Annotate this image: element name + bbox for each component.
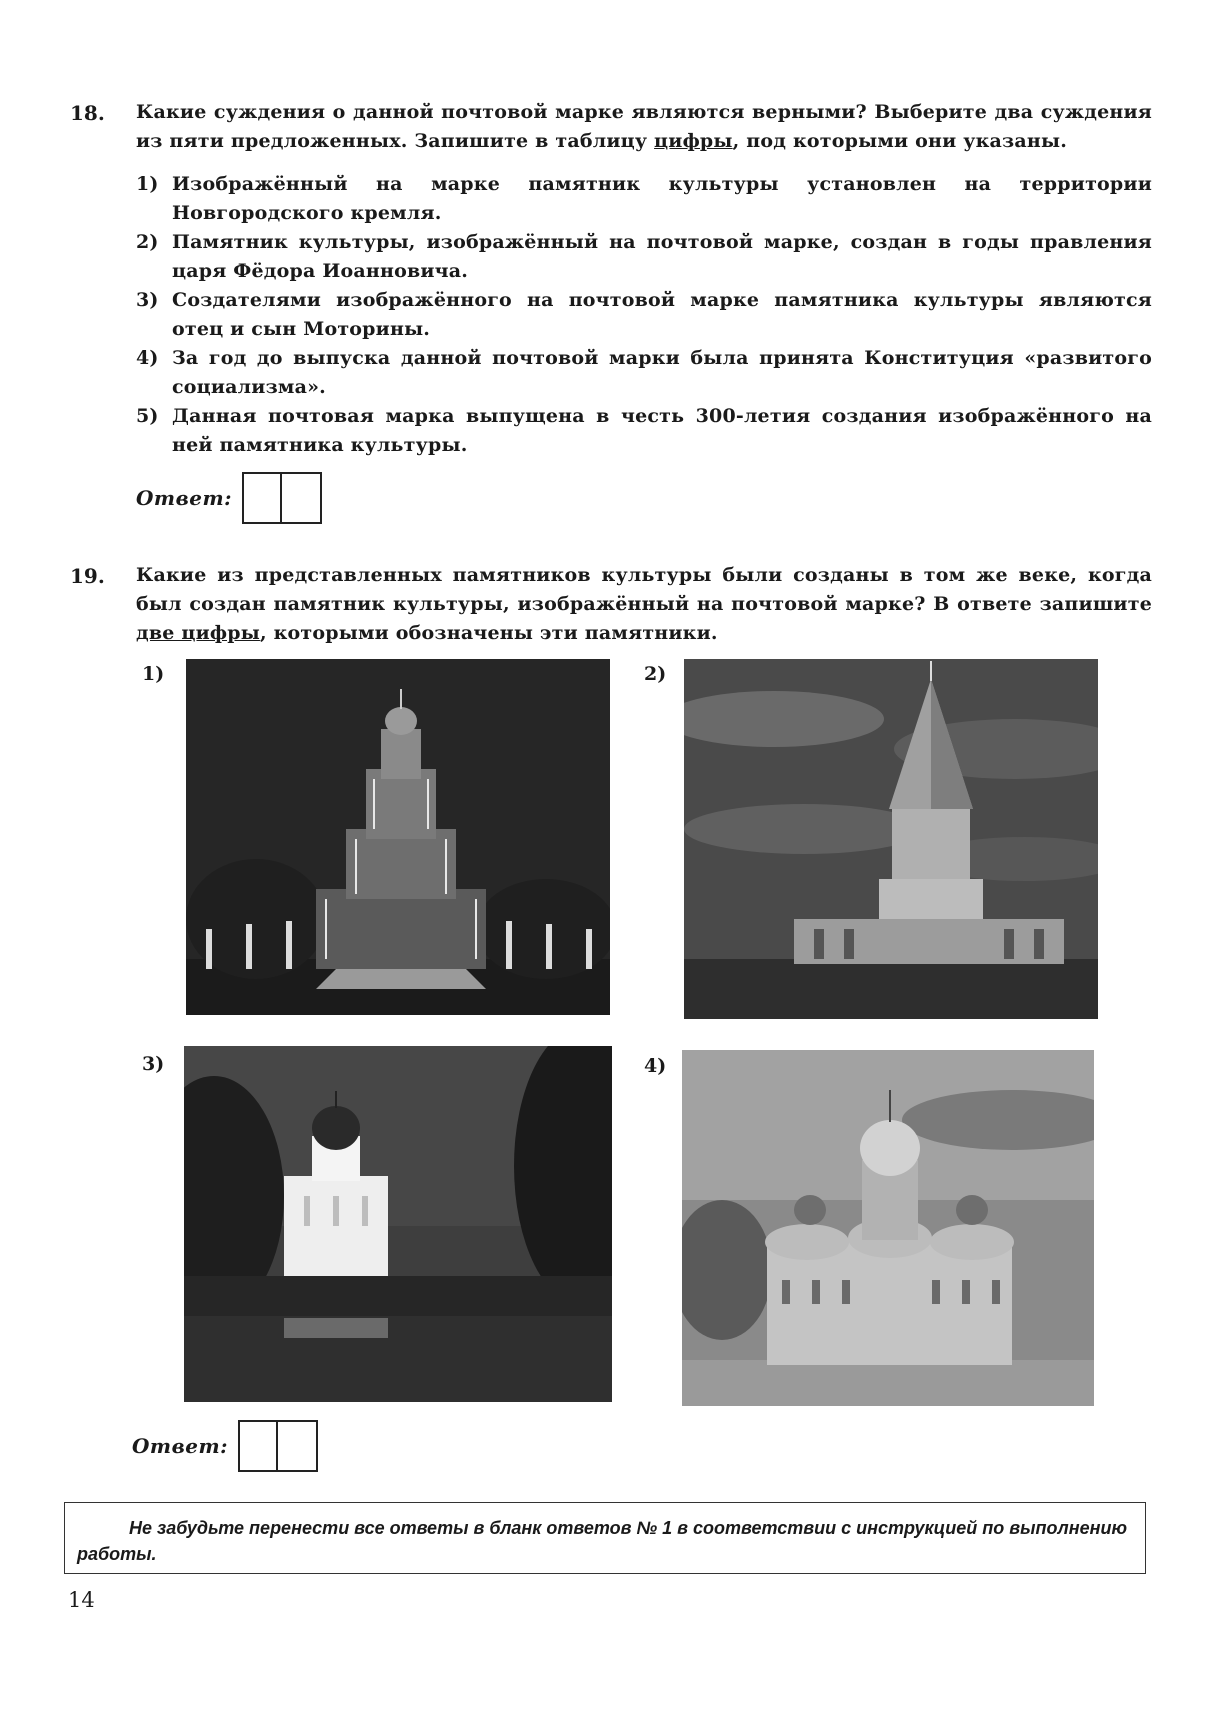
options-list bbox=[136, 170, 1152, 460]
option-number: 3) bbox=[136, 289, 159, 311]
question-text-part: , под которыми они указаны. bbox=[732, 130, 1068, 152]
option-text: Данная почтовая марка выпущена в честь 300-летия создания изображённого на ней памятника культуры. bbox=[172, 405, 1152, 456]
option-text: Изображённый на марке памятник культуры установлен на территории Новгородского кремля. bbox=[172, 173, 1152, 224]
answer-cell[interactable] bbox=[242, 472, 282, 524]
image-number: 3) bbox=[142, 1053, 165, 1075]
option-text: Создателями изображённого на почтовой марке памятника культуры являются отец и сын Моторины. bbox=[172, 289, 1152, 340]
option-item bbox=[136, 170, 1152, 228]
answer-area bbox=[132, 1420, 318, 1472]
white-church-by-river-photo-icon bbox=[184, 1046, 612, 1402]
question-text-part: Какие суждения о данной почтовой марке являются верными? Выберите два суждения из пяти предложенных. Запишите в таблицу bbox=[136, 101, 1152, 152]
image-number: 2) bbox=[644, 663, 667, 685]
cathedral-photo-icon bbox=[682, 1050, 1094, 1406]
option-item bbox=[136, 344, 1152, 402]
question-text-part: Какие из представленных памятников культуры были созданы в том же веке, когда был создан памятник культуры, изображённый на почтовой марке? В ответе запишите bbox=[136, 564, 1152, 615]
question-number: 19. bbox=[70, 564, 105, 588]
question-text-emphasis: цифры bbox=[654, 130, 733, 152]
question-text bbox=[136, 98, 1152, 156]
option-item bbox=[136, 228, 1152, 286]
question-text-emphasis: две цифры bbox=[136, 622, 260, 644]
option-number: 1) bbox=[136, 173, 159, 195]
answer-cell[interactable] bbox=[238, 1420, 278, 1472]
answer-cell[interactable] bbox=[278, 1420, 318, 1472]
option-number: 2) bbox=[136, 231, 159, 253]
option-item bbox=[136, 402, 1152, 460]
option-number: 4) bbox=[136, 347, 159, 369]
answer-label: Ответ: bbox=[136, 486, 232, 510]
question-text bbox=[136, 561, 1152, 648]
question-text-part: , которыми обозначены эти памятники. bbox=[259, 622, 718, 644]
option-number: 5) bbox=[136, 405, 159, 427]
church-photo-icon bbox=[186, 659, 610, 1015]
question-number: 18. bbox=[70, 101, 105, 125]
reminder-text: Не забудьте перенести все ответы в бланк ответов № 1 в соответствии с инструкцией по выполнению работы. bbox=[77, 1518, 1128, 1564]
option-item bbox=[136, 286, 1152, 344]
option-text: Памятник культуры, изображённый на почтовой марке, создан в годы правления царя Фёдора Иоанновича. bbox=[172, 231, 1152, 282]
reminder-notice bbox=[64, 1502, 1146, 1574]
image-number: 4) bbox=[644, 1055, 667, 1077]
page-number: 14 bbox=[68, 1588, 95, 1612]
tent-church-photo-icon bbox=[684, 659, 1098, 1019]
answer-cell[interactable] bbox=[282, 472, 322, 524]
image-number: 1) bbox=[142, 663, 165, 685]
answer-area bbox=[136, 472, 322, 524]
answer-label: Ответ: bbox=[132, 1434, 228, 1458]
option-text: За год до выпуска данной почтовой марки была принята Конституция «развитого социализма». bbox=[172, 347, 1152, 398]
